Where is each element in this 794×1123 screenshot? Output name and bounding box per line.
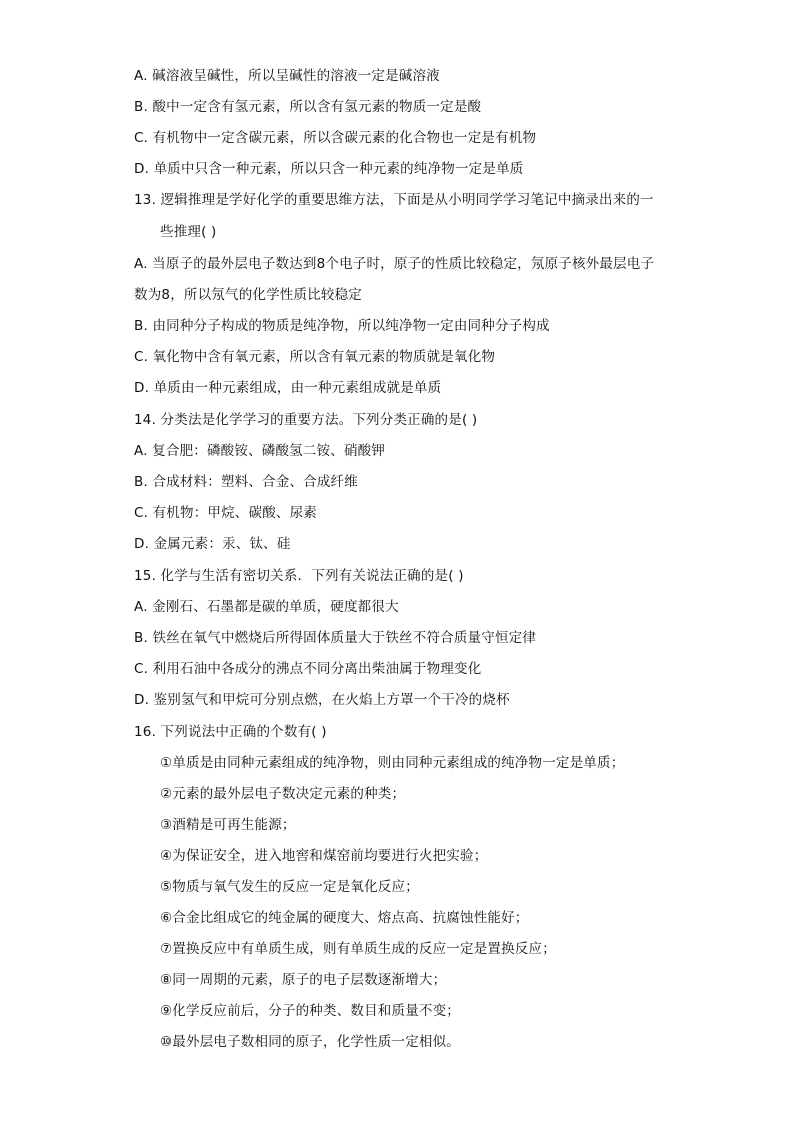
q15-option-b: B. 铁丝在氧气中燃烧后所得固体质量大于铁丝不符合质量守恒定律 [134, 630, 537, 646]
q15-option-d: D. 鉴别氢气和甲烷可分别点燃，在火焰上方罩一个干冷的烧杯 [134, 692, 510, 708]
q16-stem: 16. 下列说法中正确的个数有( ) [134, 724, 327, 740]
q12-option-a: A. 碱溶液呈碱性，所以呈碱性的溶液一定是碱溶液 [134, 68, 440, 84]
q12-option-d: D. 单质中只含一种元素，所以只含一种元素的纯净物一定是单质 [134, 161, 524, 177]
q12-option-c: C. 有机物中一定含碳元素，所以含碳元素的化合物也一定是有机物 [134, 130, 537, 146]
q16-statement-1: ①单质是由同种元素组成的纯净物，则由同种元素组成的纯净物一定是单质； [160, 755, 625, 771]
q14-stem: 14. 分类法是化学学习的重要方法。下列分类正确的是( ) [134, 412, 478, 428]
q14-option-a: A. 复合肥：磷酸铵、磷酸氢二铵、硝酸钾 [134, 443, 386, 459]
q14-option-c: C. 有机物：甲烷、碳酸、尿素 [134, 505, 318, 521]
q12-option-b: B. 酸中一定含有氢元素，所以含有氢元素的物质一定是酸 [134, 99, 482, 115]
q14-option-d: D. 金属元素：汞、钛、硅 [134, 536, 291, 552]
q16-statement-5: ⑤物质与氧气发生的反应一定是氧化反应； [160, 879, 419, 895]
q16-statement-3: ③酒精是可再生能源； [160, 817, 296, 833]
q13-option-a-continuation: 数为8，所以氖气的化学性质比较稳定 [134, 287, 362, 303]
q15-option-c: C. 利用石油中各成分的沸点不同分离出柴油属于物理变化 [134, 661, 482, 677]
q16-statement-8: ⑧同一周期的元素，原子的电子层数逐渐增大； [160, 972, 447, 988]
q15-option-a: A. 金刚石、石墨都是碳的单质，硬度都很大 [134, 599, 399, 615]
q16-statement-2: ②元素的最外层电子数决定元素的种类； [160, 786, 406, 802]
q13-option-c: C. 氧化物中含有氧元素，所以含有氧元素的物质就是氧化物 [134, 349, 496, 365]
q15-stem: 15. 化学与生活有密切关系．下列有关说法正确的是( ) [134, 568, 464, 584]
q13-option-d: D. 单质由一种元素组成，由一种元素组成就是单质 [134, 380, 442, 396]
q16-statement-4: ④为保证安全，进入地窖和煤窑前均要进行火把实验； [160, 848, 488, 864]
q16-statement-9: ⑨化学反应前后，分子的种类、数目和质量不变； [160, 1003, 461, 1019]
q16-statement-6: ⑥合金比组成它的纯金属的硬度大、熔点高、抗腐蚀性能好； [160, 910, 529, 926]
q16-statement-7: ⑦置换反应中有单质生成，则有单质生成的反应一定是置换反应； [160, 941, 556, 957]
q13-stem-continuation: 些推理( ) [160, 224, 217, 240]
q13-option-b: B. 由同种分子构成的物质是纯净物，所以纯净物一定由同种分子构成 [134, 318, 550, 334]
q13-option-a: A. 当原子的最外层电子数达到8个电子时，原子的性质比较稳定，氖原子核外最层电子 [134, 256, 655, 272]
q13-stem: 13. 逻辑推理是学好化学的重要思维方法，下面是从小明同学学习笔记中摘录出来的一 [134, 192, 654, 208]
q14-option-b: B. 合成材料：塑料、合金、合成纤维 [134, 474, 358, 490]
q16-statement-10: ⑩最外层电子数相同的原子，化学性质一定相似。 [160, 1034, 461, 1050]
